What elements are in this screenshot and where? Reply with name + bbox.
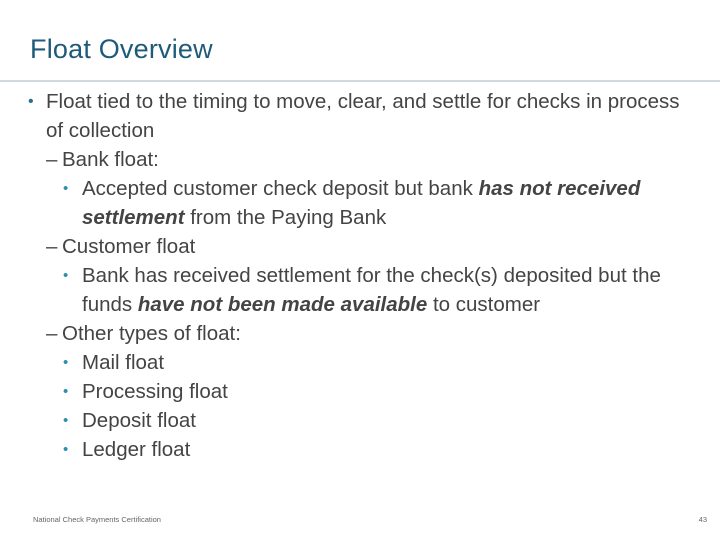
text-run: Deposit float [82,409,196,432]
bullet-text [62,319,700,348]
text-run: Accepted customer check deposit but bank [82,177,479,200]
bullet-text [82,435,700,464]
bullet-level-1 [0,87,700,145]
bullet-marker: • [63,267,69,284]
emphasis-text: has not received settlement [82,177,641,229]
bullet-marker: • [63,383,69,400]
text-run: Bank float: [62,148,159,171]
bullet-level-3 [0,261,700,319]
text-run: Customer float [62,235,196,258]
text-run: Other types of float: [62,322,241,345]
bullet-text [82,377,700,406]
bullet-level-2 [0,319,700,348]
bullet-level-2 [0,232,700,261]
bullet-list [0,87,700,464]
text-run: to customer [427,293,541,316]
bullet-text [82,348,700,377]
dash-marker: – [46,235,58,258]
bullet-text [82,261,700,319]
text-run: Processing float [82,380,228,403]
footer-text: National Check Payments Certification [33,515,161,524]
bullet-marker: • [28,93,34,110]
slide-title: Float Overview [30,34,213,64]
bullet-level-3 [0,435,700,464]
bullet-marker: • [63,354,69,371]
text-run: Bank has received settlement for the check(s) deposited but the funds [82,264,661,316]
bullet-marker: • [63,180,69,197]
bullet-text [62,232,700,261]
text-run: from the Paying Bank [184,206,387,229]
bullet-level-3 [0,348,700,377]
bullet-text [82,174,700,232]
title-divider [0,80,720,82]
dash-marker: – [46,148,58,171]
bullet-level-2 [0,145,700,174]
bullet-level-3 [0,406,700,435]
page-number: 43 [698,515,707,524]
bullet-text [82,406,700,435]
bullet-text [46,87,700,145]
emphasis-text: have not been made available [137,293,428,316]
dash-marker: – [46,322,58,345]
bullet-level-3 [0,174,700,232]
bullet-text [62,145,700,174]
text-run: Ledger float [82,438,191,461]
text-run: Mail float [82,351,165,374]
text-run: Float tied to the timing to move, clear, and settle for checks in process of collection [46,90,680,142]
bullet-level-3 [0,377,700,406]
bullet-marker: • [63,441,69,458]
bullet-marker: • [63,412,69,429]
